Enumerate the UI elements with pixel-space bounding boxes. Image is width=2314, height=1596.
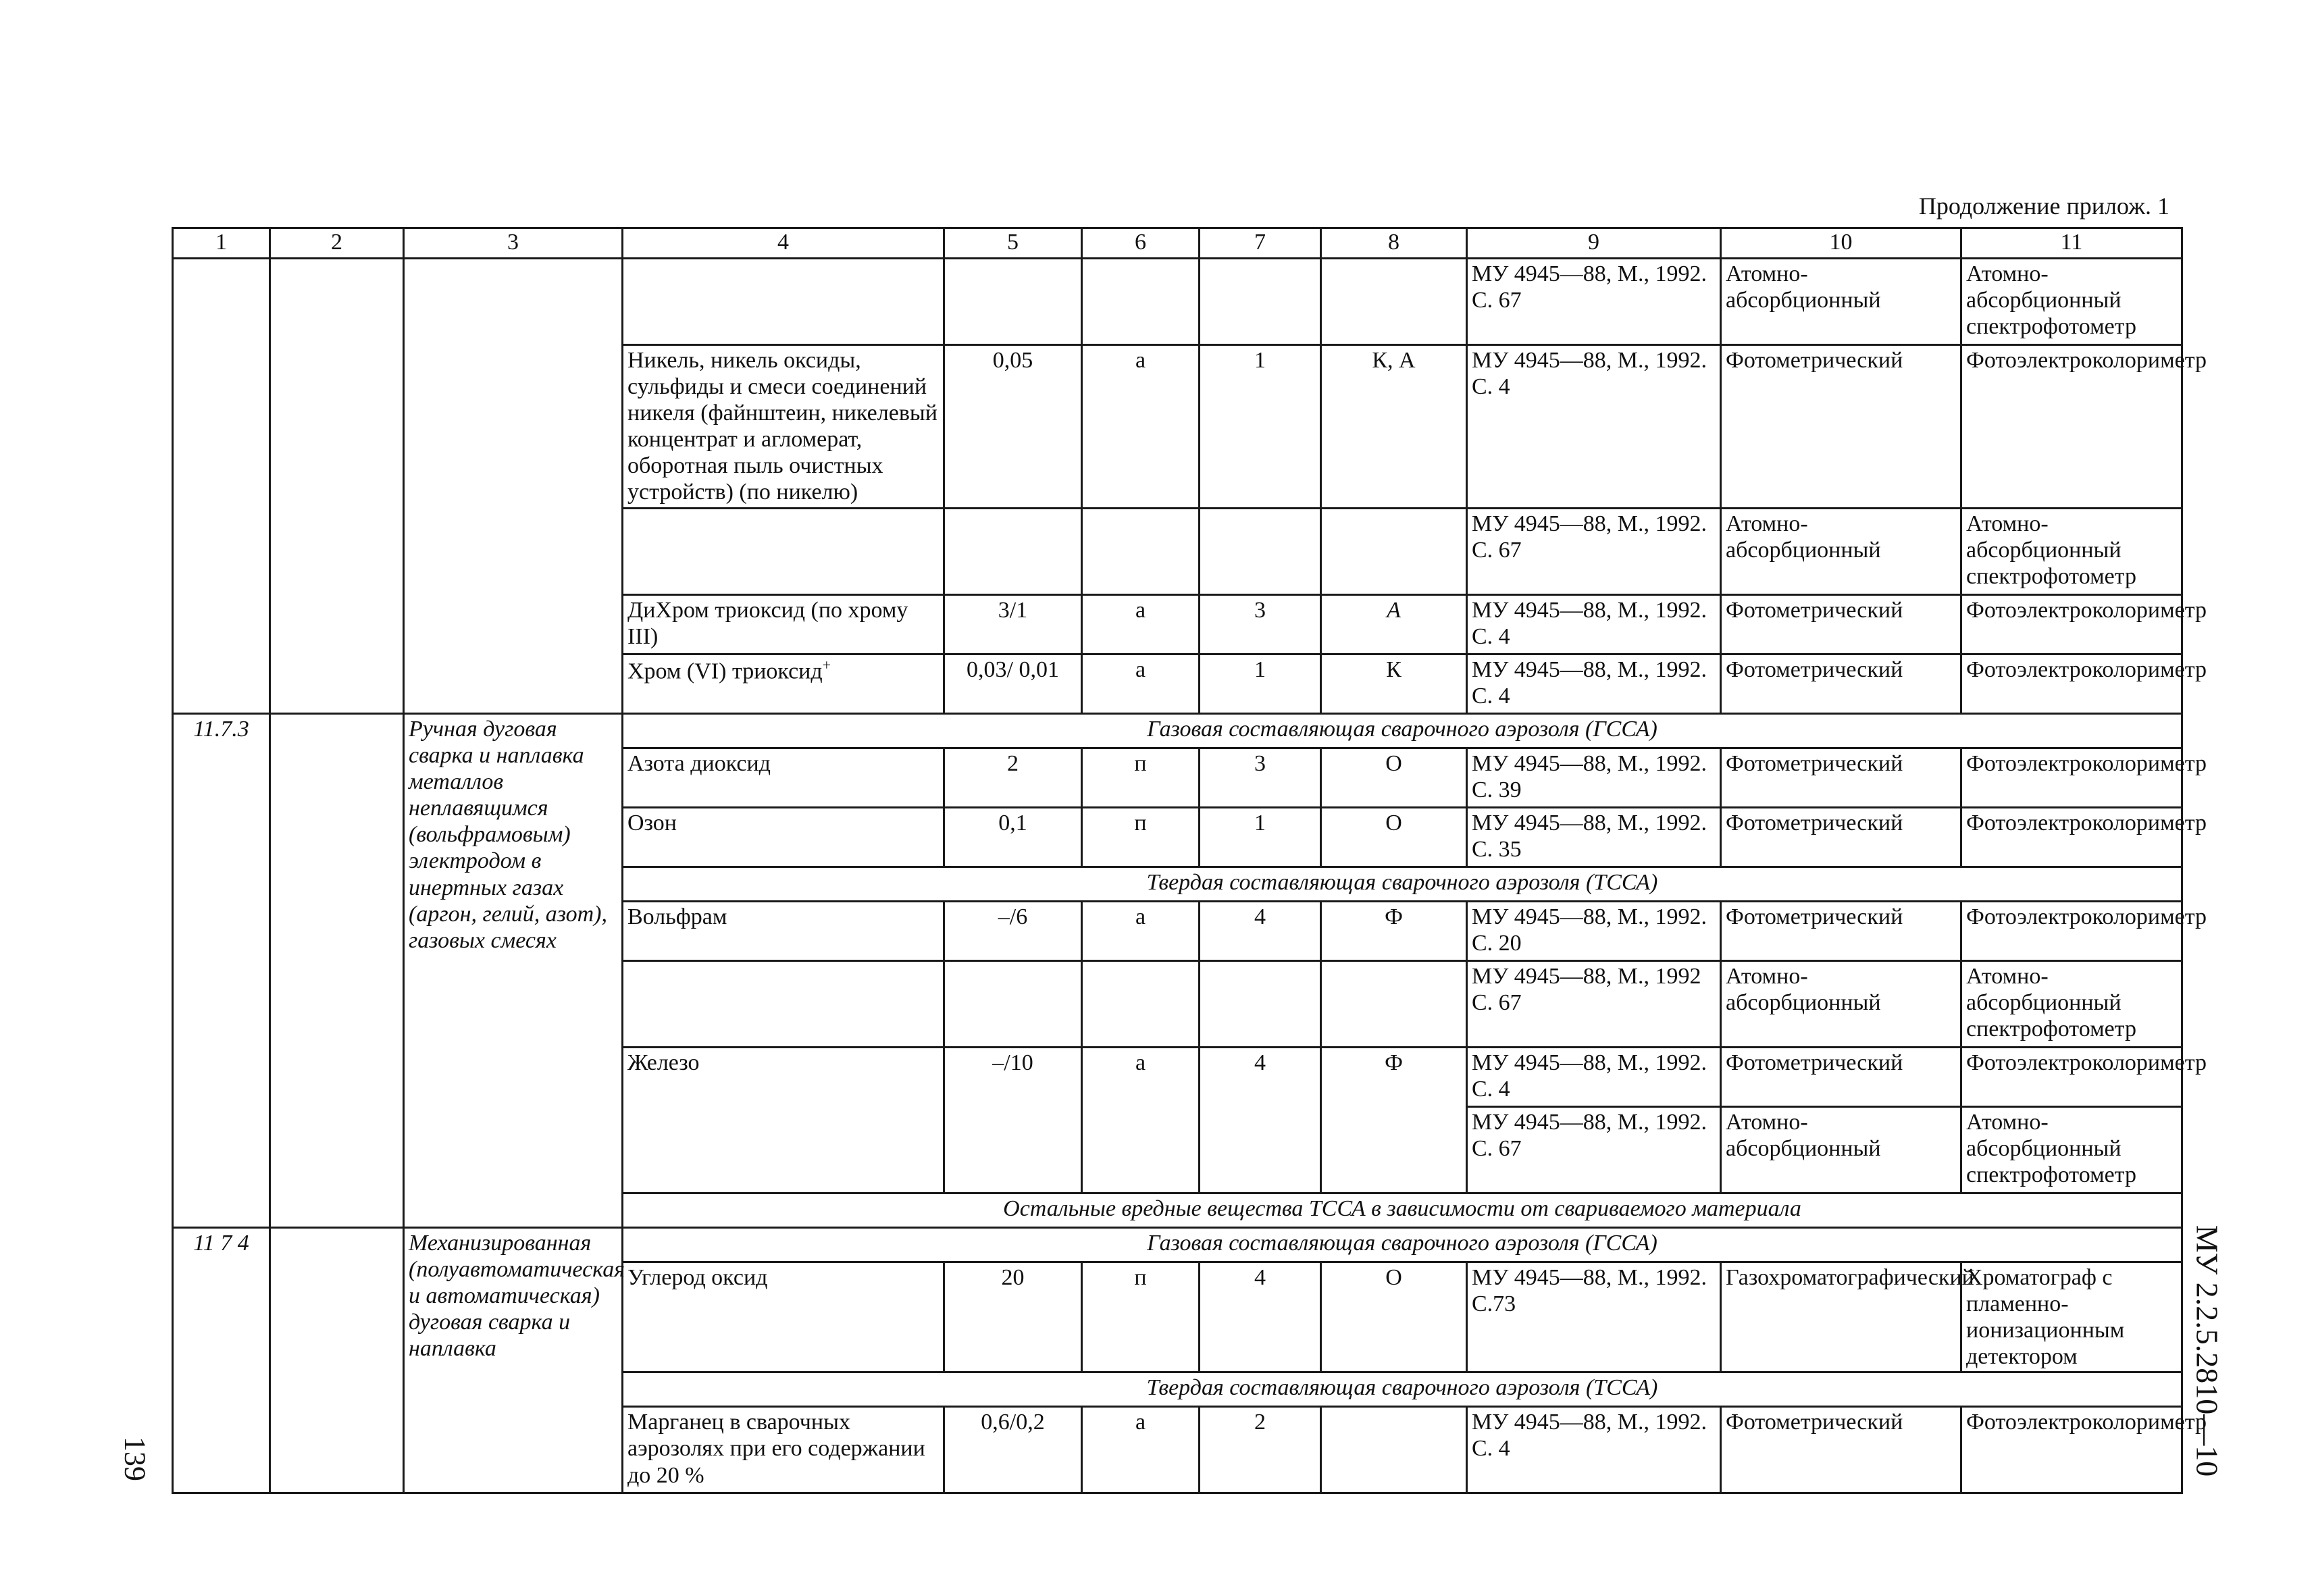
cell-effect: К, А — [1321, 345, 1467, 509]
page-number: 139 — [118, 1437, 152, 1481]
cell-method-doc: МУ 4945—88, М., 1992. С.73 — [1467, 1262, 1721, 1372]
cell-method: Атомно-абсорбционный — [1721, 961, 1961, 1048]
column-number-row — [173, 228, 2182, 259]
superscript-mark: + — [822, 657, 831, 673]
cell-col2 — [270, 714, 404, 1228]
cell-substance — [623, 961, 944, 1048]
cell-mac: 3/1 — [944, 595, 1082, 654]
cell-state: а — [1082, 1407, 1200, 1493]
cell-effect: Ф — [1321, 1048, 1467, 1193]
cell-mac: 0,05 — [944, 345, 1082, 509]
cell-method-doc: МУ 4945—88, М., 1992. С. 67 — [1467, 509, 1721, 595]
cell-effect: О — [1321, 808, 1467, 867]
gas-section-header: Газовая составляющая сварочного аэрозоля (ГССА) — [623, 1228, 2182, 1262]
cell-mac: 0,1 — [944, 808, 1082, 867]
col-header-3: 3 — [404, 228, 623, 259]
continuation-note: Продолжение прилож. 1 — [1918, 192, 2169, 220]
cell-state: а — [1082, 654, 1200, 714]
cell-process: Механизированная (полуавтоматическая и автоматическая) дуговая сварка и наплавка — [404, 1228, 623, 1493]
cell-method: Газохроматографический — [1721, 1262, 1961, 1372]
cell-col2 — [270, 1228, 404, 1493]
cell-effect: А — [1321, 595, 1467, 654]
cell-substance: ДиХром триоксид (по хрому III) — [623, 595, 944, 654]
cell-state: п — [1082, 1262, 1200, 1372]
page-number-margin — [108, 1418, 162, 1499]
cell-substance: Марганец в сварочных аэрозолях при его содержании до 20 % — [623, 1407, 944, 1493]
cell-mac: 2 — [944, 748, 1082, 808]
col-header-1: 1 — [173, 228, 270, 259]
cell-mac: 20 — [944, 1262, 1082, 1372]
cell-effect — [1321, 961, 1467, 1048]
cell-number: 11 7 4 — [173, 1228, 270, 1493]
cell-method-doc: МУ 4945—88, М., 1992. С. 20 — [1467, 902, 1721, 961]
cell-hazard-class: 2 — [1200, 1407, 1321, 1493]
cell-state: п — [1082, 748, 1200, 808]
cell-method: Фотометрический — [1721, 902, 1961, 961]
cell-state: а — [1082, 1048, 1200, 1193]
col-header-5: 5 — [944, 228, 1082, 259]
cell-method: Фотометрический — [1721, 595, 1961, 654]
cell-instrument: Атомно-абсорбционный спектрофотометр — [1961, 509, 2182, 595]
cell-col2 — [270, 259, 404, 714]
cell-hazard-class: 1 — [1200, 654, 1321, 714]
cell-substance: Азота диоксид — [623, 748, 944, 808]
cell-instrument: Хроматограф с пламенно-ионизационным детектором — [1961, 1262, 2182, 1372]
cell-method: Атомно-абсорбционный — [1721, 259, 1961, 345]
cell-state: а — [1082, 345, 1200, 509]
cell-effect: О — [1321, 1262, 1467, 1372]
cell-substance: Озон — [623, 808, 944, 867]
cell-state: а — [1082, 902, 1200, 961]
cell-method-doc: МУ 4945—88, М., 1992. С. 39 — [1467, 748, 1721, 808]
solid-section-header: Твердая составляющая сварочного аэрозоля (ТССА) — [623, 1372, 2182, 1407]
cell-hazard-class: 1 — [1200, 808, 1321, 867]
cell-substance: Вольфрам — [623, 902, 944, 961]
cell-method-doc: МУ 4945—88, М., 1992. С. 35 — [1467, 808, 1721, 867]
cell-substance — [623, 259, 944, 345]
cell-method: Фотометрический — [1721, 1407, 1961, 1493]
cell-substance: Никель, никель оксиды, сульфиды и смеси соединений никеля (файнштеин, никелевый концентрат и агломерат, оборотная пыль очистных устройств) (по никелю) — [623, 345, 944, 509]
document-code-margin — [2174, 1216, 2241, 1486]
cell-hazard-class: 1 — [1200, 345, 1321, 509]
cell-number: 11.7.3 — [173, 714, 270, 1228]
cell-effect — [1321, 259, 1467, 345]
solid-section-header: Твердая составляющая сварочного аэрозоля (ТССА) — [623, 867, 2182, 902]
cell-method-doc: МУ 4945—88, М., 1992. С. 4 — [1467, 595, 1721, 654]
cell-instrument: Фотоэлектроколориметр — [1961, 654, 2182, 714]
cell-process: Ручная дуговая сварка и наплавка металлов неплавящимся (вольфрамовым) электродом в инертных газах (аргон, гелий, азот), газовых смесях — [404, 714, 623, 1228]
cell-instrument: Атомно-абсорбционный спектрофотометр — [1961, 1107, 2182, 1193]
col-header-8: 8 — [1321, 228, 1467, 259]
col-header-9: 9 — [1467, 228, 1721, 259]
cell-instrument: Фотоэлектроколориметр — [1961, 1048, 2182, 1107]
cell-state — [1082, 259, 1200, 345]
cell-instrument: Атомно-абсорбционный спектрофотометр — [1961, 259, 2182, 345]
cell-instrument: Фотоэлектроколориметр — [1961, 808, 2182, 867]
cell-substance: Железо — [623, 1048, 944, 1193]
table-row — [173, 259, 2182, 345]
cell-hazard-class: 3 — [1200, 595, 1321, 654]
cell-effect — [1321, 1407, 1467, 1493]
cell-instrument: Фотоэлектроколориметр — [1961, 902, 2182, 961]
cell-mac — [944, 259, 1082, 345]
cell-method: Фотометрический — [1721, 748, 1961, 808]
cell-method-doc: МУ 4945—88, М., 1992 С. 67 — [1467, 961, 1721, 1048]
col-header-6: 6 — [1082, 228, 1200, 259]
cell-method-doc: МУ 4945—88, М., 1992. С. 4 — [1467, 654, 1721, 714]
cell-hazard-class: 4 — [1200, 1048, 1321, 1193]
cell-method-doc: МУ 4945—88, М., 1992. С. 4 — [1467, 1407, 1721, 1493]
cell-state: п — [1082, 808, 1200, 867]
cell-substance — [623, 509, 944, 595]
col-header-7: 7 — [1200, 228, 1321, 259]
cell-state — [1082, 509, 1200, 595]
cell-substance: Хром (VI) триоксид+ — [623, 654, 944, 714]
cell-hazard-class — [1200, 509, 1321, 595]
cell-method: Атомно-абсорбционный — [1721, 509, 1961, 595]
cell-hazard-class: 4 — [1200, 1262, 1321, 1372]
cell-substance: Углерод оксид — [623, 1262, 944, 1372]
cell-method-doc: МУ 4945—88, М., 1992. С. 67 — [1467, 1107, 1721, 1193]
other-substances-header: Остальные вредные вещества ТССА в зависимости от свариваемого материала — [623, 1193, 2182, 1228]
cell-instrument: Фотоэлектроколориметр — [1961, 1407, 2182, 1493]
cell-hazard-class — [1200, 961, 1321, 1048]
cell-mac: –/6 — [944, 902, 1082, 961]
cell-process — [404, 259, 623, 714]
col-header-11: 11 — [1961, 228, 2182, 259]
document-code: МУ 2.2.5.2810—10 — [2190, 1225, 2225, 1477]
cell-number — [173, 259, 270, 714]
cell-method: Фотометрический — [1721, 808, 1961, 867]
cell-state: а — [1082, 595, 1200, 654]
cell-method: Фотометрический — [1721, 345, 1961, 509]
cell-instrument: Фотоэлектроколориметр — [1961, 748, 2182, 808]
col-header-4: 4 — [623, 228, 944, 259]
cell-hazard-class — [1200, 259, 1321, 345]
cell-instrument: Фотоэлектроколориметр — [1961, 345, 2182, 509]
cell-method: Фотометрический — [1721, 654, 1961, 714]
cell-mac — [944, 509, 1082, 595]
cell-state — [1082, 961, 1200, 1048]
col-header-2: 2 — [270, 228, 404, 259]
cell-method-doc: МУ 4945—88, М., 1992. С. 4 — [1467, 1048, 1721, 1107]
cell-effect — [1321, 509, 1467, 595]
cell-mac: –/10 — [944, 1048, 1082, 1193]
substances-table — [172, 227, 2207, 1494]
section-row — [173, 714, 2182, 748]
gas-section-header: Газовая составляющая сварочного аэрозоля (ГССА) — [623, 714, 2182, 748]
cell-method-doc: МУ 4945—88, М., 1992. С. 4 — [1467, 345, 1721, 509]
cell-instrument: Фотоэлектроколориметр — [1961, 595, 2182, 654]
cell-mac — [944, 961, 1082, 1048]
cell-mac: 0,6/0,2 — [944, 1407, 1082, 1493]
cell-method: Атомно-абсорбционный — [1721, 1107, 1961, 1193]
cell-method: Фотометрический — [1721, 1048, 1961, 1107]
cell-method-doc: МУ 4945—88, М., 1992. С. 67 — [1467, 259, 1721, 345]
col-header-10: 10 — [1721, 228, 1961, 259]
cell-instrument: Атомно-абсорбционный спектрофотометр — [1961, 961, 2182, 1048]
cell-hazard-class: 4 — [1200, 902, 1321, 961]
cell-effect: К — [1321, 654, 1467, 714]
cell-effect: Ф — [1321, 902, 1467, 961]
cell-mac: 0,03/ 0,01 — [944, 654, 1082, 714]
cell-effect: О — [1321, 748, 1467, 808]
cell-hazard-class: 3 — [1200, 748, 1321, 808]
section-row — [173, 1228, 2182, 1262]
